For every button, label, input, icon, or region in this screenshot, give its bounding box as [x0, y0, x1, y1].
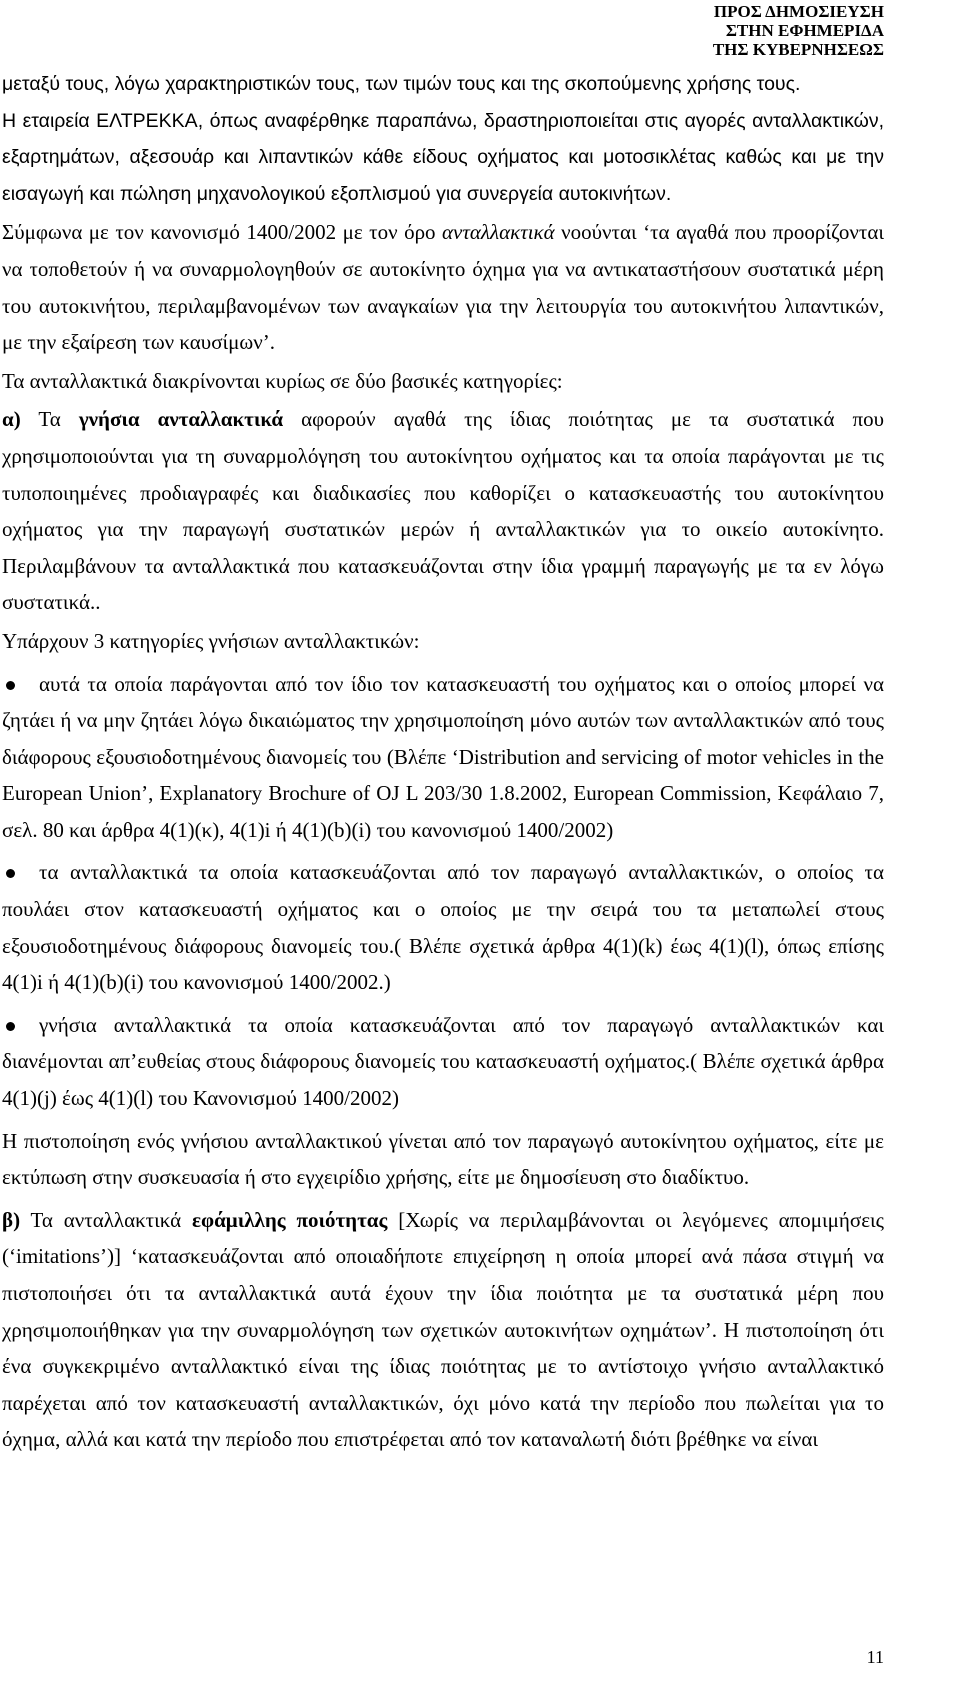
bullet-dot-icon	[6, 1022, 15, 1031]
genuine-text-a: Τα	[20, 407, 79, 432]
bullet-dot-icon	[6, 681, 15, 690]
paragraph-genuine-parts	[2, 401, 884, 621]
equivalent-text-a: Τα ανταλλακτικά	[20, 1207, 192, 1232]
page-number: 11	[866, 1647, 884, 1667]
regulation-text-a: Σύμφωνα με τον κανονισμό 1400/2002 με τον όρο	[2, 220, 443, 245]
paragraph-categories-intro: Τα ανταλλακτικά διακρίνονται κυρίως σε δύο βασικές κατηγορίες:	[2, 368, 563, 393]
term-spare-parts: ανταλλακτικά	[442, 220, 555, 245]
item-label-a: α)	[2, 407, 21, 432]
paragraph-equivalent-quality	[2, 1202, 884, 1458]
genuine-text-b: αφορούν αγαθά της ίδιας ποιότητας με τα συστατικά που χρησιμοποιούνται για τη συναρμολόγηση του αυτοκίνητου οχήματος και τα οποία παράγονται με τις τυποποιημένες προδιαγραφές και διαδικασίες που καθορίζει ο κατασκευαστής του αυτοκίνητου οχήματος για την παραγωγή συστατικών μερών ή ανταλλακτικών για το οικείο αυτοκίνητο. Περιλαμβάνουν τα ανταλλακτικά που κατασκευάζονται στην ίδια γραμμή παραγωγής με τα εν λόγω συστατικά..	[2, 407, 884, 615]
bullet-text-1: αυτά τα οποία παράγονται από τον ίδιο τον κατασκευαστή του οχήματος και ο οποίος μπορεί να ζητάει ή να μην ζητάει λόγω δικαιώματος την χρησιμοποίηση μόνο αυτών των ανταλλακτικών από τους διάφορους εξουσιοδοτημένους διανομείς του (Βλέπε ‘Distribution and servicing of motor vehicles in the European Union’, Explanatory Brochure of OJ L 203/30 1.8.2002, European Commission, Κεφάλαιο 7, σελ. 80 και άρθρα 4(1)(κ), 4(1)i ή 4(1)(b)(i) του κανονισμού 1400/2002)	[2, 671, 884, 842]
bullet-text-3: γνήσια ανταλλακτικά τα οποία κατασκευάζονται από τον παραγωγό ανταλλακτικών και διανέμονται απ’ευθείας στους διάφορους διανομείς του κατασκευαστή οχήματος.( Βλέπε σχετικά άρθρα 4(1)(j) έως 4(1)(l) του Κανονισμού 1400/2002)	[2, 1012, 884, 1111]
paragraph-company-activity: Η εταιρεία ΕΛΤΡΕΚΚΑ, όπως αναφέρθηκε παραπάνω, δραστηριοποιείται στις αγορές ανταλλακτικών, εξαρτημάτων, αξεσουάρ και λιπαντικών κάθε είδους οχήματος και μοτοσικλέτας καθώς και με την εισαγωγή και πώληση μηχανολογικού εξοπλισμού για συνεργεία αυτοκινήτων.	[2, 109, 884, 205]
bullet-dot-icon	[6, 869, 15, 878]
term-equivalent-quality: εφάμιλλης ποιότητας	[192, 1207, 388, 1232]
paragraph-regulation-definition	[2, 214, 884, 360]
header-line-1: ΠΡΟΣ ΔΗΜΟΣΙΕΥΣΗ	[713, 2, 884, 21]
term-genuine-parts: γνήσια ανταλλακτικά	[78, 407, 284, 432]
header-line-3: ΤΗΣ ΚΥΒΕΡΝΗΣΕΩΣ	[712, 40, 884, 59]
publication-header	[713, 2, 884, 59]
bullet-item-1	[2, 666, 884, 849]
header-line-2: ΣΤΗΝ ΕΦΗΜΕΡΙΔΑ	[725, 21, 884, 40]
item-label-b: β)	[2, 1207, 21, 1232]
regulation-text-b: νοούνται ‘τα αγαθά που προορίζονται να τοποθετούν ή να συναρμολογηθούν σε αυτοκίνητο όχημα για να αντικαταστήσουν συστατικά μέρη του αυτοκινήτου, περιλαμβανομένων των αναγκαίων για την λειτουργία του αυτοκινήτου λιπαντικών, με την εξαίρεση των καυσίμων’.	[2, 220, 884, 355]
bullet-item-2	[2, 854, 884, 1000]
document-body	[2, 66, 884, 1458]
equivalent-text-b: [Χωρίς να περιλαμβάνονται οι λεγόμενες απομιμήσεις (‘imitations’)] ‘κατασκευάζονται από οποιαδήποτε επιχείρηση η οποία μπορεί ανά πάσα στιγμή να πιστοποιήσει ότι τα ανταλλακτικά αυτά έχουν την ίδια ποιότητα με τα συστατικά μέρη που χρησιμοποιήθηκαν για την συναρμολόγηση των σχετικών αυτοκινήτων οχημάτων’. Η πιστοποίηση ότι ένα συγκεκριμένο ανταλλακτικό είναι της ίδιας ποιότητας με το αντίστοιχο γνήσιο ανταλλακτικό παρέχεται από τον κατασκευαστή ανταλλακτικών, όχι μόνο κατά την περίοδο που πωλείται για το όχημα, αλλά και κατά την περίοδο που επιστρέφεται από τον καταναλωτή διότι βρέθηκε να είναι	[2, 1207, 884, 1452]
bullet-text-2: τα ανταλλακτικά τα οποία κατασκευάζονται από τον παραγωγό ανταλλακτικών, ο οποίος τα πουλάει στον κατασκευαστή οχήματος και ο οποίος με την σειρά του τα μεταπωλεί στους εξουσιοδοτημένους διάφορους διανομείς του.( Βλέπε σχετικά άρθρα 4(1)(k) έως 4(1)(l), όπως επίσης 4(1)i ή 4(1)(b)(i) του κανονισμού 1400/2002.)	[2, 860, 884, 995]
paragraph-certification: Η πιστοποίηση ενός γνήσιου ανταλλακτικού γίνεται από τον παραγωγό αυτοκίνητου οχήματος, είτε με εκτύπωση στην συσκευασία ή στο εγχειρίδιο χρήσης, είτε με δημοσίευση στο διαδίκτυο.	[2, 1128, 884, 1190]
paragraph-continuation: μεταξύ τους, λόγω χαρακτηριστικών τους, των τιμών τους και της σκοπούμενης χρήσης τους.	[2, 73, 801, 95]
bullet-item-3	[2, 1007, 884, 1117]
paragraph-three-categories: Υπάρχουν 3 κατηγορίες γνήσιων ανταλλακτικών:	[2, 628, 420, 653]
